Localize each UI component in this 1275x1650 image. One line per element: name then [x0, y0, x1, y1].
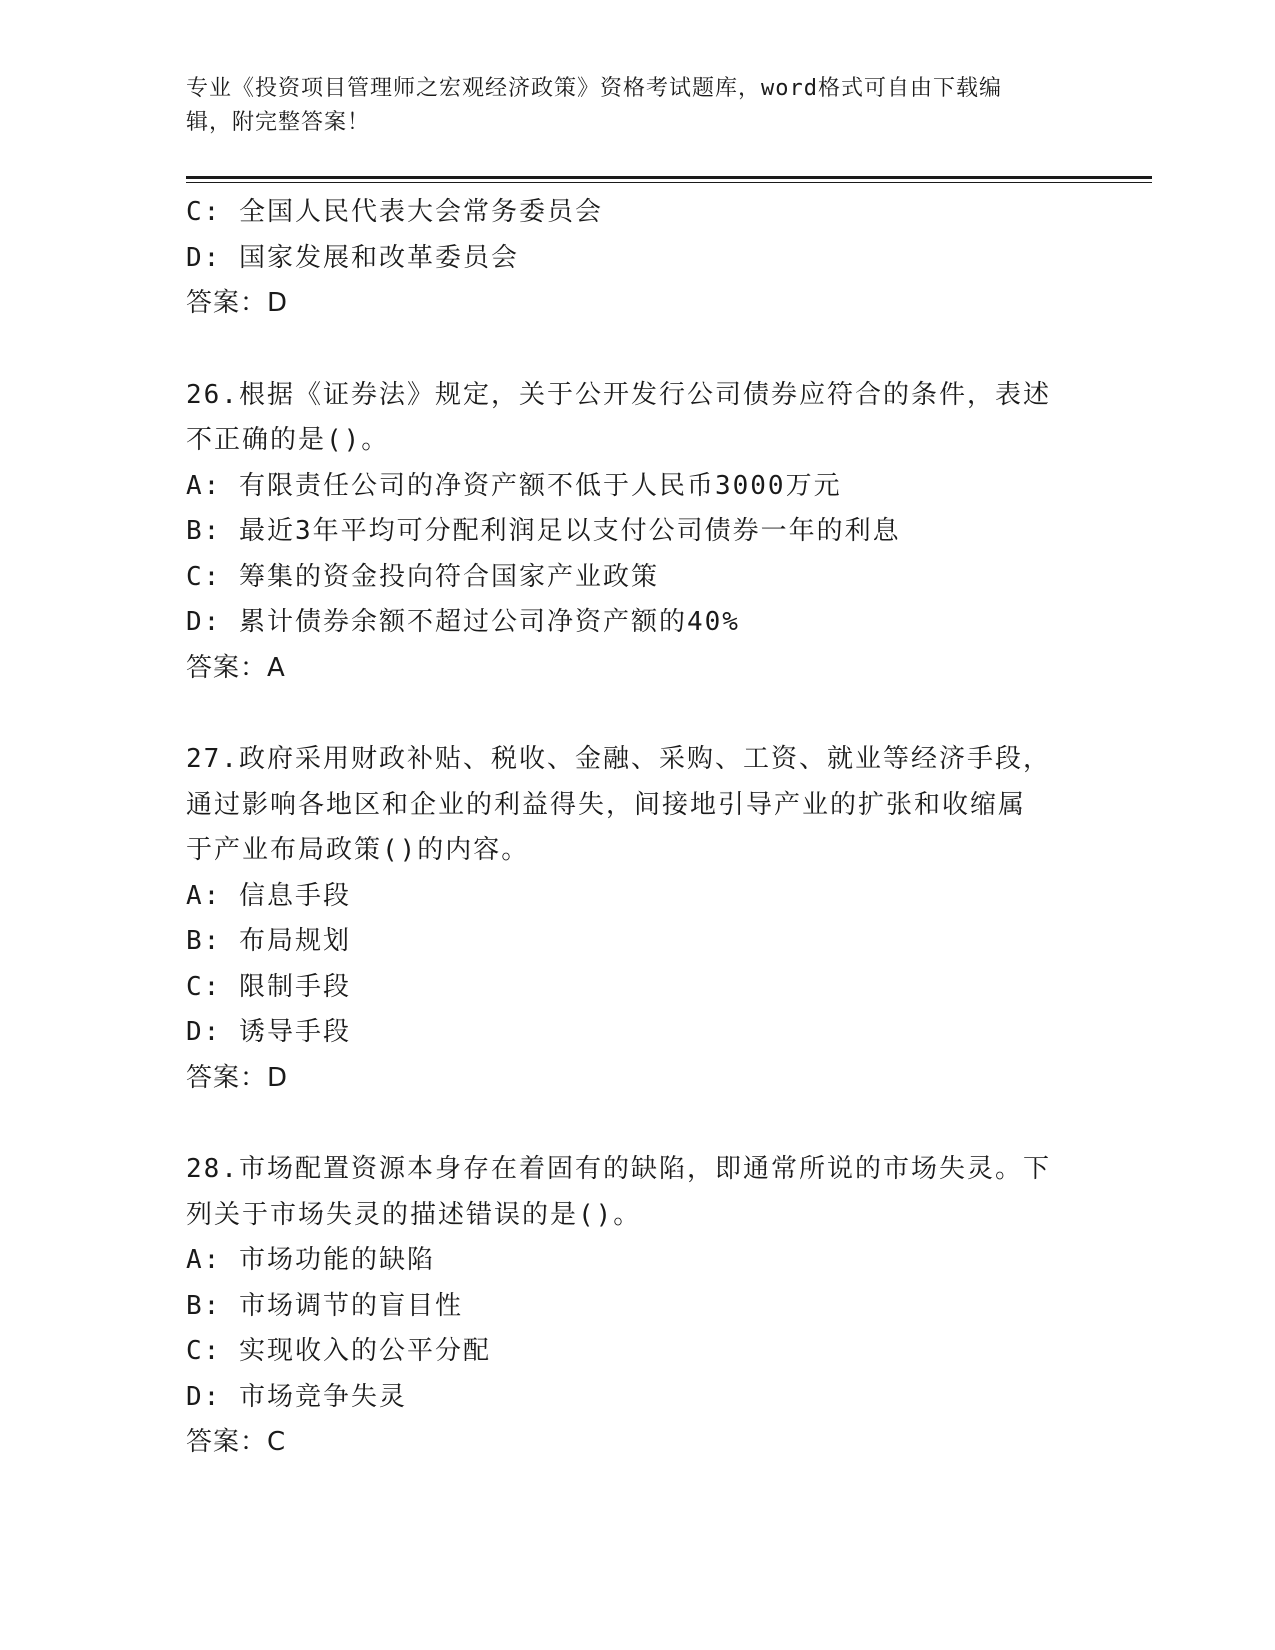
- header-title-line-1: 专业《投资项目管理师之宏观经济政策》资格考试题库，word格式可自由下载编: [186, 76, 1002, 101]
- option-c: C: 全国人民代表大会常务委员会: [186, 197, 603, 227]
- option-a: A: 市场功能的缺陷: [186, 1245, 435, 1275]
- question-text: [186, 373, 1086, 464]
- option-b: B: 布局规划: [186, 926, 351, 956]
- option-d: D: 国家发展和改革委员会: [186, 242, 519, 273]
- option-b: B: 市场调节的盲目性: [186, 1290, 463, 1321]
- spacer: [186, 691, 1086, 737]
- question-28: [186, 1147, 1086, 1466]
- question-text: [186, 737, 1086, 874]
- option-d: D: 诱导手段: [186, 1017, 351, 1047]
- question-text-line: 26.根据《证券法》规定，关于公开发行公司债券应符合的条件，表述: [186, 379, 1051, 410]
- answer-line: 答案：D: [186, 288, 289, 318]
- option-d: D: 累计债券余额不超过公司净资产额的40%: [186, 607, 740, 637]
- question-text-line: 于产业布局政策()的内容。: [186, 835, 530, 865]
- spacer: [186, 327, 1086, 373]
- spacer: [186, 1101, 1086, 1147]
- option-c: C: 筹集的资金投向符合国家产业政策: [186, 561, 659, 592]
- header-title-line-2: 辑，附完整答案！: [186, 110, 371, 135]
- prev-question-tail: [186, 190, 1086, 327]
- question-text-line: 27.政府采用财政补贴、税收、金融、采购、工资、就业等经济手段，: [186, 744, 1051, 774]
- answer-line: 答案：A: [186, 652, 286, 683]
- question-text-line: 28.市场配置资源本身存在着固有的缺陷，即通常所说的市场失灵。下: [186, 1154, 1051, 1184]
- question-text-line: 通过影响各地区和企业的利益得失，间接地引导产业的扩张和收缩属: [186, 789, 1027, 820]
- question-27: [186, 737, 1086, 1101]
- option-a: A: 有限责任公司的净资产额不低于人民币3000万元: [186, 470, 842, 501]
- option-c: C: 限制手段: [186, 971, 351, 1002]
- question-26: [186, 373, 1086, 692]
- answer-line: 答案：C: [186, 1427, 287, 1457]
- question-list: [186, 190, 1086, 1466]
- option-c: C: 实现收入的公平分配: [186, 1336, 491, 1366]
- question-text: [186, 1147, 1086, 1238]
- answer-line: 答案：D: [186, 1062, 289, 1093]
- document-header: [186, 72, 1086, 140]
- option-a: A: 信息手段: [186, 880, 351, 911]
- option-d: D: 市场竞争失灵: [186, 1381, 407, 1412]
- header-rule-thick: [186, 176, 1152, 179]
- question-text-line: 列关于市场失灵的描述错误的是()。: [186, 1199, 642, 1230]
- option-b: B: 最近3年平均可分配利润足以支付公司债券一年的利息: [186, 516, 901, 546]
- header-rule-thin: [186, 182, 1152, 183]
- question-text-line: 不正确的是()。: [186, 425, 390, 455]
